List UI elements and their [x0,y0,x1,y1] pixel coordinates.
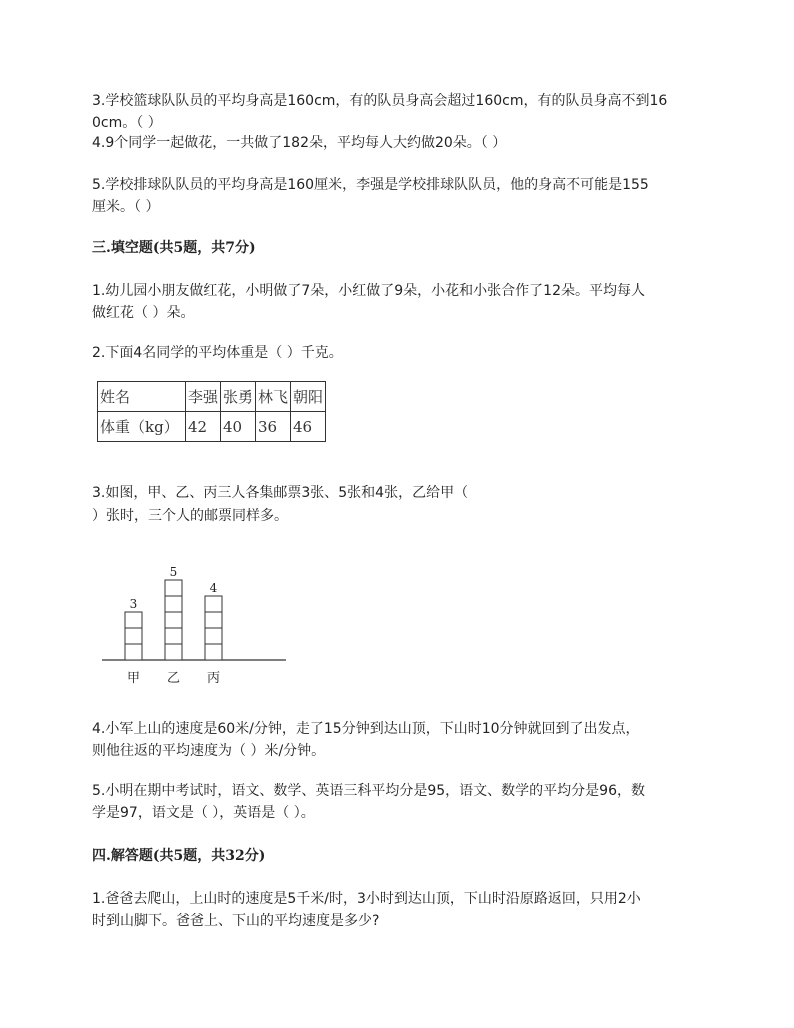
table-cell: 姓名 [98,382,186,412]
fill-q5-line1: 5.小明在期中考试时，语文、数学、英语三科平均分是95，语文、数学的平均分是96，数 [92,783,645,799]
value-label: 5 [169,565,178,579]
section3-title: 三.填空题(共5题，共7分) [92,240,256,256]
table-cell: 42 [186,412,221,442]
fill-q3-line1: 3.如图，甲、乙、丙三人各集邮票3张、5张和4张，乙给甲（ [92,485,469,501]
stamp-square [125,612,142,628]
fill-q1-line2: 做红花（ ）朵。 [92,305,195,321]
table-cell: 体重（kg） [98,412,186,442]
stamp-square [205,612,222,628]
judgment-q5-line1: 5.学校排球队队员的平均身高是160厘米，李强是学校排球队队员，他的身高不可能是155 [92,177,649,193]
fill-q4-line2: 则他往返的平均速度为（ ）米/分钟。 [92,743,326,759]
stamp-square [205,596,222,612]
section4-title: 四.解答题(共5题，共32分) [92,848,266,864]
table-cell: 林飞 [256,382,291,412]
judgment-q3-line2: 0cm。（ ） [92,115,162,131]
fill-q2: 2.下面4名同学的平均体重是（ ）千克。 [92,345,343,361]
table-cell: 40 [221,412,256,442]
stamp-square [125,628,142,644]
fill-q4-line1: 4.小军上山的速度是60米/分钟，走了15分钟到达山顶，下山时10分钟就回到了出发点， [92,721,640,737]
fill-q3-line2: ）张时，三个人的邮票同样多。 [92,508,288,524]
table-row [98,412,326,442]
stamp-square [165,644,182,660]
stamp-square [205,628,222,644]
value-label: 4 [209,581,218,595]
category-label: 丙 [206,671,221,686]
stamp-square [165,612,182,628]
stamp-square [205,644,222,660]
stamp-stack-chart [96,555,296,690]
answer-q1-line2: 时到山脚下。爸爸上、下山的平均速度是多少? [92,913,380,929]
table-cell: 李强 [186,382,221,412]
fill-q5-line2: 学是97，语文是（ ），英语是（ ）。 [92,805,315,821]
category-label: 甲 [126,671,141,686]
weight-table [97,381,326,442]
judgment-q4: 4.9个同学一起做花，一共做了182朵，平均每人大约做20朵。（ ） [92,135,507,151]
table-cell: 46 [291,412,326,442]
table-cell: 张勇 [221,382,256,412]
judgment-q5-line2: 厘米。（ ） [92,199,160,215]
table-cell: 朝阳 [291,382,326,412]
value-label: 3 [129,597,138,611]
table-row [98,382,326,412]
judgment-q3-line1: 3.学校篮球队队员的平均身高是160cm，有的队员身高会超过160cm，有的队员身高不到16 [92,93,668,109]
stamp-square [125,644,142,660]
answer-q1-line1: 1.爸爸去爬山，上山时的速度是5千米/时，3小时到达山顶，下山时沿原路返回，只用2小 [92,891,641,907]
stamp-square [165,596,182,612]
stamp-square [165,580,182,596]
table-cell: 36 [256,412,291,442]
category-label: 乙 [166,671,181,686]
stamp-square [165,628,182,644]
fill-q1-line1: 1.幼儿园小朋友做红花，小明做了7朵，小红做了9朵，小花和小张合作了12朵。平均每人 [92,283,645,299]
